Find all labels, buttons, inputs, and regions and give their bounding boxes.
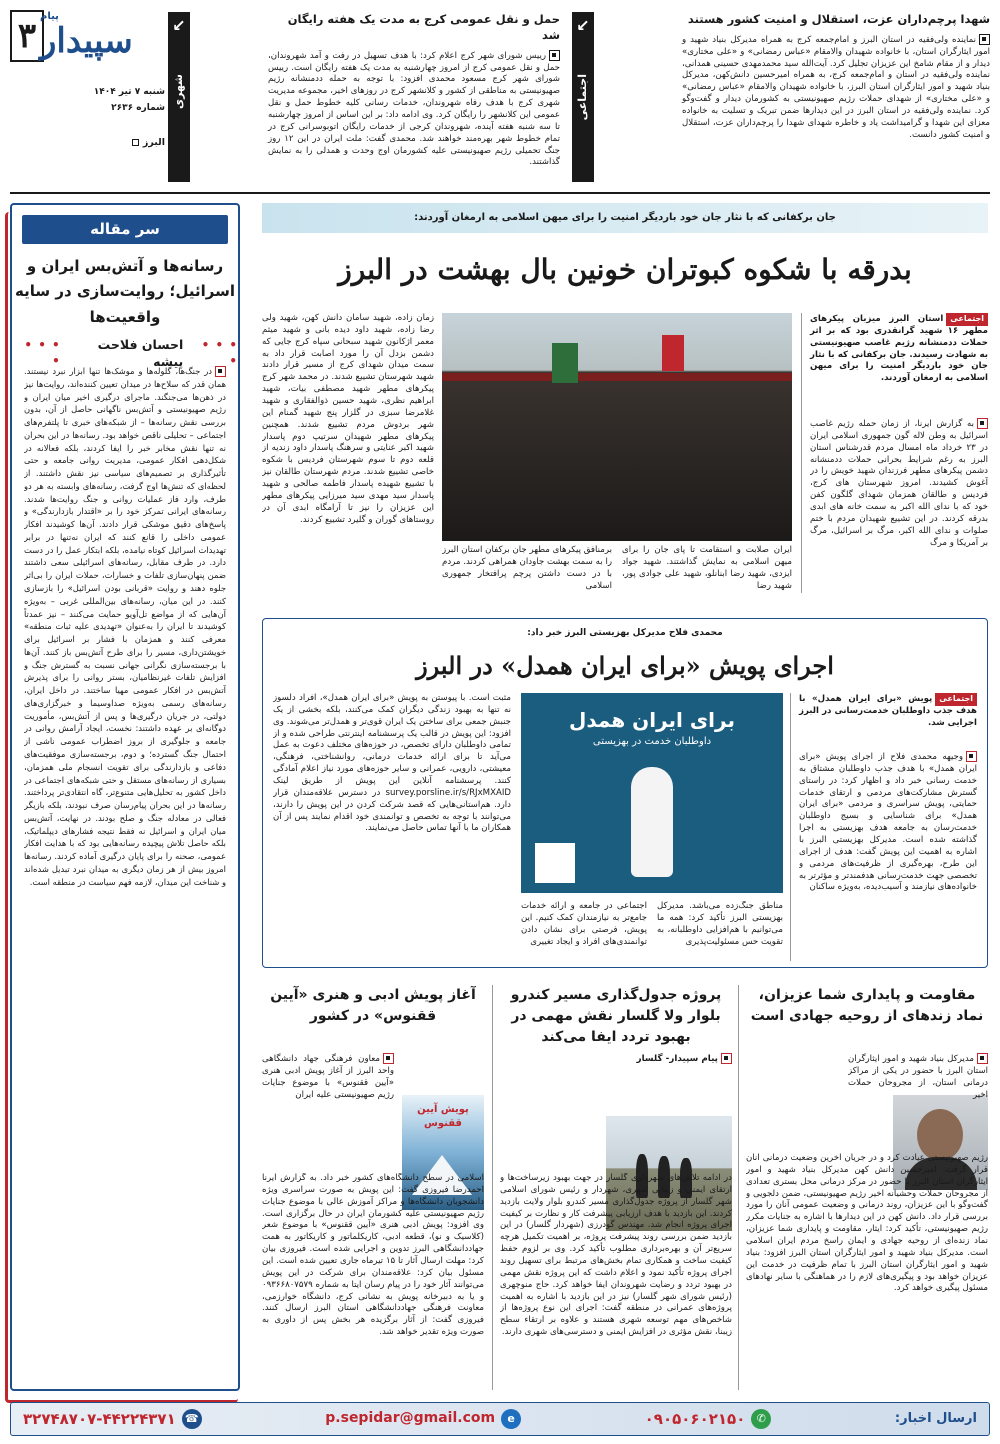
- region-label: [132, 136, 165, 149]
- footer-contact-bar: [10, 1402, 990, 1436]
- hamdel-body-mid2-text: اجتماعی در جامعه و ارائه خدمات جامع‌تر به نیازمندان کمک کنیم. این پویش، فرصتی برای نشان دادن توانمندی‌های افراد و ایجاد تغییری: [521, 901, 647, 947]
- poster-title: برای ایران همدل: [569, 708, 735, 732]
- story-byline: پیام سپیدار- گلسار: [636, 1054, 718, 1064]
- mobile-number: ۰۹۰۵۰۶۰۲۱۵۰: [644, 1409, 746, 1428]
- flag-shape: [552, 343, 578, 383]
- hamdel-body-right: [799, 751, 977, 961]
- story-body-text: رییس شورای شهر کرج اعلام کرد: با هدف تسهیل در رفت و آمد شهروندان، حمل و نقل عمومی کرج از امروز چهارشنبه به مدت یک هفته رایگان است. رییس شورای شهر کرج مسعود محمدی افزود: با توجه به حمله ددمنشانه رژیم صهیونیستی به مناطقی از کشور و کلانشهر کرج در روزهای اخیر، مجموعه مدیریت شهری کرج با هدف رفاه شهروندان، خدمات رسانی کلیه خطوط حمل و نقل عمومی این کلانشهر را رایگان کرد. وی ادامه داد: بر این اساس از امروز چهارشنبه تا سه شنبه هفته آینده، شهروندان کرجی از خدمات رایگان اتوبوسرانی کرج در تمام خطوط شهر بهره‌مند خواهند شد. محمدی گفت: ملت ایران در این ۱۲ روز جنگ تحمیلی رژیم صهیونیستی علیه کشورمان اوج وحدت و همدلی را به نمایش گذاشتند.: [268, 50, 560, 168]
- lead-body-right: [810, 418, 988, 598]
- dots-ornament: • • • •: [24, 337, 61, 369]
- hamdel-body-mid-text: مناطق جنگ‌زده می‌باشد. مدیرکل بهزیستی البرز تأکید کرد: همه ما می‌توانیم با هم‌افزایی داوطلبانه، به تقویت حس مسئولیت‌پذیری: [657, 901, 783, 947]
- story-lead: [848, 1053, 988, 1148]
- story-body-text: اسلامی در سطح دانشگاه‌های کشور خبر داد. به گزارش ایرنا احمدرضا فیروزی گفت: این پویش به صورت سراسری ویژه دانشجویان دانشگاه‌ها و مراکز آموزش عالی با موضوع جنایات رژیم صهیونیستی علیه کشورمان ایران در حال برگزاری است. وی افزود: پویش ادبی هنری «آیین ققنوس» با موضوع شعر (کلاسیک و نو)، قطعه ادبی، کاریکلماتور و کاریکاتور به همت جهاددانشگاهی البرز تدوین و اجرایی شده است. فیروزی بیان کرد: مهلت ارسال آثار تا ۱۵ تیرماه جاری تعیین شده است. این مسئول بیان کرد: علاقه‌مندان برای شرکت در این پویش می‌توانند آثار خود را در پیام رسان ایتا به شماره ۰۹۳۶۶۸۰۷۵۷۹ و یا به دبیرخانه پویش به نشانی کرج، دانشگاه خوارزمی، معاونت فرهنگی جهاددانشگاهی استان البرز ارسال کنند. فیروزی گفت: از آثار برگزیده هر بخش پس از داوری به صورت ویژه تقدیر خواهد شد.: [262, 1173, 484, 1338]
- lead-title: بدرقه با شکوه کبوتران خونین بال بهشت در البرز: [338, 253, 912, 286]
- editorial-header: سر مقاله: [22, 215, 228, 244]
- banner-shape: [442, 373, 792, 381]
- raised-hand-shape: [631, 767, 673, 877]
- issue-number: شماره ۲۶۳۶: [111, 103, 165, 113]
- news-bullet-icon: [383, 1053, 394, 1064]
- story-body: [500, 1173, 732, 1389]
- lead-body-mid2-text: ایران صلابت و استقامت تا پای جان را برای میهن اسلامی به نمایش گذاشتند. شهید جواد ایزدی، شهید رضا ابنانلو، شهید علی جوادی پور، شهید رضا: [622, 545, 792, 591]
- logo-big-text: سپیدار: [40, 20, 133, 61]
- category-tag: اجتماعی: [946, 313, 988, 326]
- poster-title: پویش آیین ققنوس: [417, 1104, 469, 1129]
- story-lead: [262, 1053, 394, 1168]
- lead-body-left-text: زمان زاده، شهید سامان دانش کهن، شهید ولی رضا زاده، شهید داود دیده بانی و شهید میثم معمر اژکانون شهید سبحانی سپاه کرج جایی که دشمن بزدل آن را مورد اصابت قرار داد به سمت میدان شهدای کرج از مسیر قرار دادند شهید شهرستان تشییع شدند. در محمد شهر کرج پیکرهای مطهر شهید مصطفی بیات، شهید ابراهیم نظری، شهید حسین ذوالفقاری و شهید غلامرضا سبزی در گلزار پنج شهید گمنام این شهر بردوش مردم تشییع شدند. همچنین پیکرهای مطهر شهیدان سرتیپ دوم پاسدار شهید اکبر عنایتی و سرهنگ پاسدار داود زندیه از قلعه دوم تا سوم شهرستان فردیس با شکوه خاصی تشییع شدند. مردم شهرستان طالقان نیز با تشییع شهیده پاسدار فاطمه صالحی و شهید پاسدار سید مهدی سید میرزایی پیکرهای مطهر این عزیزان را نیز تا آرامگاه ابدی آن در روستاهای گوران و گلیرد تشییع کردند.: [262, 313, 434, 525]
- region-text: البرز: [142, 137, 165, 148]
- tab-shahri: [168, 12, 190, 182]
- story-free-transport: [268, 12, 560, 182]
- newspaper-logo: [40, 10, 165, 80]
- category-tag: اجتماعی: [935, 693, 977, 706]
- hamdel-story: [262, 618, 988, 968]
- editorial-column: [10, 203, 240, 1391]
- funeral-crowd-photo: [442, 313, 792, 541]
- footer-phone[interactable]: [23, 1409, 202, 1430]
- lead-body-mid-text: برمنافق پیکرهای مطهر جان برکفان استان البرز را به سمت بهشت جاودان همراهی کردند. مردم با در دست داشتن پرچم پرافتخار جمهوری اسلامی: [442, 545, 612, 591]
- story-ghoghnoos: [262, 985, 484, 1390]
- lead-body-right-text: به گزارش ایرنا، از زمان حمله رژیم غاصب اسرائیل به وطن لاله گون جمهوری اسلامی ایران در ۲۳ خرداد ماه امسال مردم قدرشناس استان البرز به رغم شرایط بحرانی حملات ددمنشانه دشمن پیکرهای مطهر فرزندان شهید خویش را در آغوش کشیدند. امروز شهرستان های کرج، فردیس و طالقان همزمان شهدای گلگون کفن خود که با ندای الله اکبر به سمت خانه های ابدی بدرقه کردند. در این تشییع شهیدان مردم با ختم صلوات و ندای الله اکبر، مرگ بر اسرائیل، مرگ بر آمریکا و مرگ: [810, 419, 988, 548]
- lead-intro-text: استان البرز میزبان پیکرهای مطهر ۱۶ شهید گرانقدری بود که بر اثر حملات ددمنشانه رژیم غاصب صهیونیستی به شهادت رسیدند. جان برکفانی که با نثار جان خود باردیگر امنیت را برای میهن اسلامی به ارمغان آوردند.: [810, 314, 988, 384]
- tab-shahri-label: شهری: [172, 74, 186, 110]
- news-bullet-icon: [977, 418, 988, 429]
- story-title: شهدا پرچم‌داران عزت، استقلال و امنیت کشور هستند: [687, 12, 990, 26]
- story-body: [682, 34, 990, 142]
- tab-ejtemaei-label: اجتماعی: [576, 74, 590, 121]
- tab-ejtemaei: [572, 12, 594, 182]
- story-lead-text: مدیرکل بنیاد شهید و امور ایثارگران استان البرز با حضور در یکی از مراکز درمانی استان، از مجروحان حملات اخیر: [848, 1054, 988, 1100]
- story-body-text: رژیم صهیونیستی عیادت کرد و در جریان آخرین وضعیت درمانی آنان قرار گرفت. امیرحسین دانش کهن مدیرکل بنیاد شهید و امور ایثارگران استان البرز با حضور در مرکز درمانی محل بستری تعدادی از مجروحان حملات وحشیانه اخیر رژیم صهیونیستی، ضمن دلجویی و گفت‌وگو با این عزیزان، روند درمانی و وضعیت عمومی آنان را مورد بررسی قرار داد. دانش کهن در این دیدارها با اشاره به جنایات مکرر رژیم صهیونیستی، تأکید کرد: ایثار، مقاومت و پایداری شما عزیزان، نماد زنده‌ای از روحیه جهادی و ایمان راسخ مردم ایران اسلامی است. مدیرکل بنیاد شهید و امور ایثارگران استان البرز افزود: بنیاد شهید و امور ایثارگران استان البرز با تمام ظرفیت در خدمت این عزیزان خواهد بود و پیگیری‌های لازم را در هماهنگی با سایر نهادهای مسئول پیگیری خواهد کرد.: [746, 1153, 988, 1294]
- news-bullet-icon: [215, 366, 226, 377]
- story-resistance: [746, 985, 988, 1390]
- story-title: مقاومت و پایداری شما عزیزان، نماد زندهای از روحیه جهادی است: [750, 987, 984, 1024]
- hamdel-body-mid: [657, 901, 783, 963]
- divider: [801, 313, 802, 593]
- editorial-body-text: در جنگ‌ها، گلوله‌ها و موشک‌ها تنها ابزار نبرد نیستند. همان قدر که سلاح‌ها در میدان تعیین کننده‌اند، روایت‌ها نیز در ذهن‌ها می‌جنگند. ماجرای درگیری اخیر میان ایران و رژیم صهیونیستی و آتش‌بس ناگهانی حاصل از آن، بدون بررسی نقش رسانه‌ها – از شبکه‌های خبری تا پلتفرم‌های اجتماعی – تحلیلی ناقص خواهد بود. رسانه‌ها در این بحران نه تنها نقش مخابر خبر را ایفا کردند، بلکه فعالانه در شکل‌دهی افکار عمومی، مدیریت روانی جامعه و حتی تأثیرگذاری بر تصمیم‌های سیاسی نیز نقش داشتند. از لحظه‌ای که تنش‌ها اوج گرفت، رسانه‌های وابسته به هر دو طرف، وارد فاز عملیات روانی و جنگ روایت‌ها شدند. رسانه‌های ایرانی تمرکز خود را بر «اقتدار بازدارندگی» و پاسخ‌های دقیق موشکی قرار دادند. آن‌ها کوشیدند افکار عمومی داخلی را قانع کنند که ایران نه‌تنها در برابر تهدیدات اسرائیل کوتاه نیامده، بلکه ابتکار عمل را در دست دارد. در طرف مقابل، رسانه‌های اسرائیلی سعی داشتند ضمن پنهان‌سازی تلفات و خسارات، حملات ایران را بی‌اثر جلوه دهند و روایت «قربانی بودن اسرائیل» را بازسازی کنند. در این میان، رسانه‌های بین‌المللی غربی – به‌ویژه آن‌هایی که از مواضع تل‌آویو حمایت می‌کنند – نیز عمدتاً کوشیدند تا ایران را به‌عنوان «تهدیدی علیه ثبات منطقه» معرفی کنند و همزمان با فشار بر اسرائیل برای خویشتن‌داری، مسیر را برای طرح آتش‌بس باز کنند. آن‌ها با برجسته‌سازی نگرانی جهانی نسبت به گسترش جنگ و افزایش تلفات غیرنظامیان، بستر روانی را برای پذیرش آتش‌بس در افکار عمومی مهیا ساختند. در داخل ایران، رسانه‌های رسمی به‌ویژه صداوسیما و خبرگزاری‌های دولتی، در جریان درگیری‌ها و پس از آتش‌بس، مأموریت دوگانه‌ای بر عهده داشتند: نخست، ایجاد آرامش روانی در جامعه و جلوگیری از بروز اضطراب عمومی ناشی از احتمال جنگ گسترده؛ و دوم، برجسته‌سازی موفقیت‌های دفاعی و بازدارندگی برای تقویت انسجام ملی همزمان، بسیاری از رسانه‌های مستقل و حتی شبکه‌های اجتماعی در داخل کشور به تحلیل‌هایی متنوع‌تر، گاه انتقادی‌تر پرداختند. رسانه‌ها در این بحران پیام‌رسان صرف نبودند، بلکه بازیگر فعالی در معادله جنگ و صلح بودند. در نهایت، آتش‌بس میان ایران و اسرائیل نه فقط نتیجه فشارهای دیپلماتیک، بلکه حاصل تلاش پیچیده رسانه‌هایی بود که با هدایت افکار عمومی، صحنه را برای پایان درگیری آماده کردند. رسانه‌ها امروز بیش از هر زمان دیگری به میدان نبرد تبدیل شده‌اند و شناخت این میدان، لازمه فهم سیاست در منطقه است.: [24, 366, 226, 887]
- editorial-body: [24, 365, 226, 1379]
- divider: [10, 192, 990, 194]
- lead-body-mid: [442, 545, 612, 597]
- phone-number: ۳۲۷۴۸۷۰۷-۴۴۲۲۴۳۷۱: [23, 1409, 176, 1428]
- story-body-text: نماینده ولی‌فقیه در استان البرز و امام‌جمعه کرج به همراه مدیرکل بنیاد شهید و امور ایثارگران استان، با خانواده شهیدان والامقام «عباس رمضانی» و «علی مختاری» دیدار و از مقام شامخ این عزیزان تجلیل کرد. آیت‌الله سید محمدمهدی حسینی همدانی، نماینده ولی‌فقیه در استان و امام‌جمعه کرج، به همراه امیرحسین دانش‌کهن، مدیرکل بنیاد شهید و امور ایثارگران استان البرز، با خانواده شهیدان والامقام «عباس رمضانی» و «علی مختاری» از شهدای حملات رژیم صهیونیستی به کشورمان دیدار و گفت‌وگو کرد. نماینده ولی‌فقیه در استان البرز در این دیدارها ضمن تبریک و تسلیت به خانواده معزای این شهدا و گرامیداشت یاد و خاطره شهدای شهدا را پرچم‌داران عزت، استقلال و امنیت کشور دانست.: [682, 34, 990, 140]
- lead-story: [262, 203, 988, 599]
- author-name: احسان فلاحت پیشه: [97, 337, 184, 370]
- issue-date: شنبه ۷ تیر ۱۴۰۴: [93, 87, 165, 97]
- lead-body-left: [262, 313, 434, 597]
- lead-kicker: جان برکفانی که با نثار جان خود باردیگر امنیت را برای میهن اسلامی به ارمغان آوردند:: [262, 203, 988, 233]
- poster-subtitle: داوطلبان خدمت در بهزیستی: [592, 736, 712, 747]
- hamdel-poster: [521, 693, 783, 893]
- email-icon: e: [501, 1409, 521, 1429]
- story-martyrs-flag: [682, 12, 990, 182]
- qr-code: [535, 843, 575, 883]
- divider: [790, 693, 791, 961]
- story-title: آغاز پویش ادبی و هنری «آیین ققنوس» در کشور: [270, 987, 476, 1024]
- story-body: [268, 50, 560, 170]
- news-bullet-icon: [979, 34, 990, 45]
- footer-whatsapp[interactable]: [645, 1409, 772, 1430]
- news-bullet-icon: [721, 1053, 732, 1064]
- arrow-icon: ↙: [576, 16, 590, 35]
- lead-body-mid2: [622, 545, 792, 597]
- story-body: [746, 1153, 988, 1389]
- hamdel-intro-text: پویش «برای ایران همدل» با هدف جذب داوطلبان خدمت‌رسانی در البرز اجرایی شد.: [799, 694, 977, 728]
- whatsapp-icon: ✆: [751, 1409, 771, 1429]
- hamdel-body-left: [273, 693, 511, 963]
- page-number: ۳: [10, 10, 44, 62]
- story-golsar: [500, 985, 732, 1390]
- lead-intro: [810, 313, 988, 385]
- story-body-text: در ادامه تلاش‌های شهرداری گلسار در جهت بهبود زیرساخت‌ها و ارتقای ایمنی و زیبایی شهری، شهردار و رئیس شورای اسلامی شهر گلسار از پروژه جدول‌گذاری مسیر کندرو بلوار ولایت بازدید کردند. این بازدید با هدف ارزیابی پیشرفت کار و نظارت بر کیفیت اجرای پروژه انجام شد. مهندس گودرزی (شهردار گلسار) در این بازدید ضمن بررسی روند پیشرفت پروژه، بر اهمیت تکمیل هرچه سریع‌تر آن و بهره‌برداری مطلوب تأکید کرد. وی بر لزوم حفظ کیفیت ساخت و همکاری تمام بخش‌های مرتبط برای تسهیل روند اجرای پروژه تأکید نمود و اعلام داشت که این پروژه نقش مهمی در بهبود تردد و رضایت شهروندان ایفا خواهد کرد. حاج منوچهری (رئیس شورای شهر گلسار) نیز در این بازدید با اشاره به اهمیت پروژه‌های عمرانی در منطقه گفت: اجرای این نوع پروژه‌ها از شاخص‌های مهم توسعه شهری هستند و علاوه بر ارتقاء سطح زیبنا، نقش مؤثری در افزایش ایمنی و دسترسی‌های شهری دارند.: [500, 1173, 732, 1338]
- square-icon: [132, 139, 139, 146]
- logo-small-text: پیام: [40, 11, 59, 22]
- footer-email[interactable]: [325, 1409, 521, 1429]
- editorial-title: رسانه‌ها و آتش‌بس ایران و اسرائیل؛ روایت‌سازی در سایه واقعیت‌ها: [15, 256, 235, 326]
- hamdel-body-left-text: مثبت است. با پیوستن به پویش «برای ایران همدل»، افراد دلسوز نه تنها به بهبود زندگی دیگران کمک می‌کنند، بلکه بخشی از یک جنبش جمعی برای ساختن یک ایران قوی‌تر و همدل‌تر می‌شوند. وی افزود: این پویش در قالب یک پرسشنامه اینترنتی طراحی شده و از تمامی داوطلبان دارای تخصص، در حوزه‌های مختلف دعوت به عمل می‌آید تا برای ارائه خدمات درمانی، روانشناختی، فرهنگی، معیشتی، دارویی، عمرانی و سایر حوزه‌های مورد نیاز اعلام آمادگی کنند. پرسشنامه آنلاین این پویش از طریق لینک survey.porsline.ir/s/RJxMXAID در دسترس علاقه‌مندان قرار دارد. هم‌استانی‌هایی که قصد شرکت کردن در این پویش را دارند، می‌توانند با توجه به تخصص و توانمندی خود اقدام نمایند پس از آن همکاران ما با آنها تماس حاصل می‌نمایند.: [273, 693, 511, 834]
- flag-shape: [662, 335, 684, 371]
- news-bullet-icon: [966, 751, 977, 762]
- divider: [492, 985, 493, 1390]
- story-title: حمل و نقل عمومی کرج به مدت یک هفته رایگان شد: [287, 12, 560, 42]
- email-address: p.sepidar@gmail.com: [325, 1410, 496, 1427]
- hamdel-intro: [799, 693, 977, 730]
- masthead: [10, 10, 165, 180]
- news-bullet-icon: [977, 1053, 988, 1064]
- dots-ornament: • • • •: [201, 337, 238, 369]
- hamdel-body-mid2: [521, 901, 647, 963]
- hamdel-body-right-text: وجیهه محمدی فلاح از اجرای پویش «برای ایران همدل» با هدف جذب داوطلبان مشتاق به خدمت رسانی خبر داد و اظهار کرد: در راستای گسترش مشارکت‌های مردمی و ارتقای خدمات حمایتی، پویش سراسری و مردمی «برای ایران همدل» برای شناسایی و بسیج داوطلبان خدمت‌رسان به جامعه هدف بهزیستی به اجرا گذاشته شده است. مدیرکل بهزیستی البرز با اشاره به اهمیت این پویش گفت: هدف از اجرای این طرح، بهره‌گیری از ظرفیت‌های مردمی و تخصصی جهت خدمت‌رسانی هدفمندتر و مؤثرتر به خانواده‌های نیازمند و آسیب‌دیده، به‌ویژه ساکنان: [799, 752, 977, 893]
- story-body: [262, 1173, 484, 1389]
- arrow-icon: ↙: [172, 16, 186, 35]
- story-title: پروژه جدول‌گذاری مسیر کندرو بلوار ولا گلسار نقش مهمی در بهبود تردد ایفا می‌کند: [510, 987, 722, 1045]
- footer-label: ارسال اخبار:: [894, 1411, 977, 1427]
- divider: [738, 985, 739, 1390]
- hamdel-kicker: محمدی فلاح مدیرکل بهزیستی البرز خبر داد:: [527, 628, 723, 638]
- story-lead-text: معاون فرهنگی جهاد دانشگاهی واحد البرز از آغاز پویش ادبی هنری «آیین ققنوس» با موضوع جنایات رژیم صهیونیستی علیه ایران: [262, 1054, 394, 1100]
- hamdel-title: اجرای پویش «برای ایران همدل» در البرز: [416, 651, 834, 680]
- phone-icon: ☎: [182, 1409, 202, 1429]
- news-bullet-icon: [549, 50, 560, 61]
